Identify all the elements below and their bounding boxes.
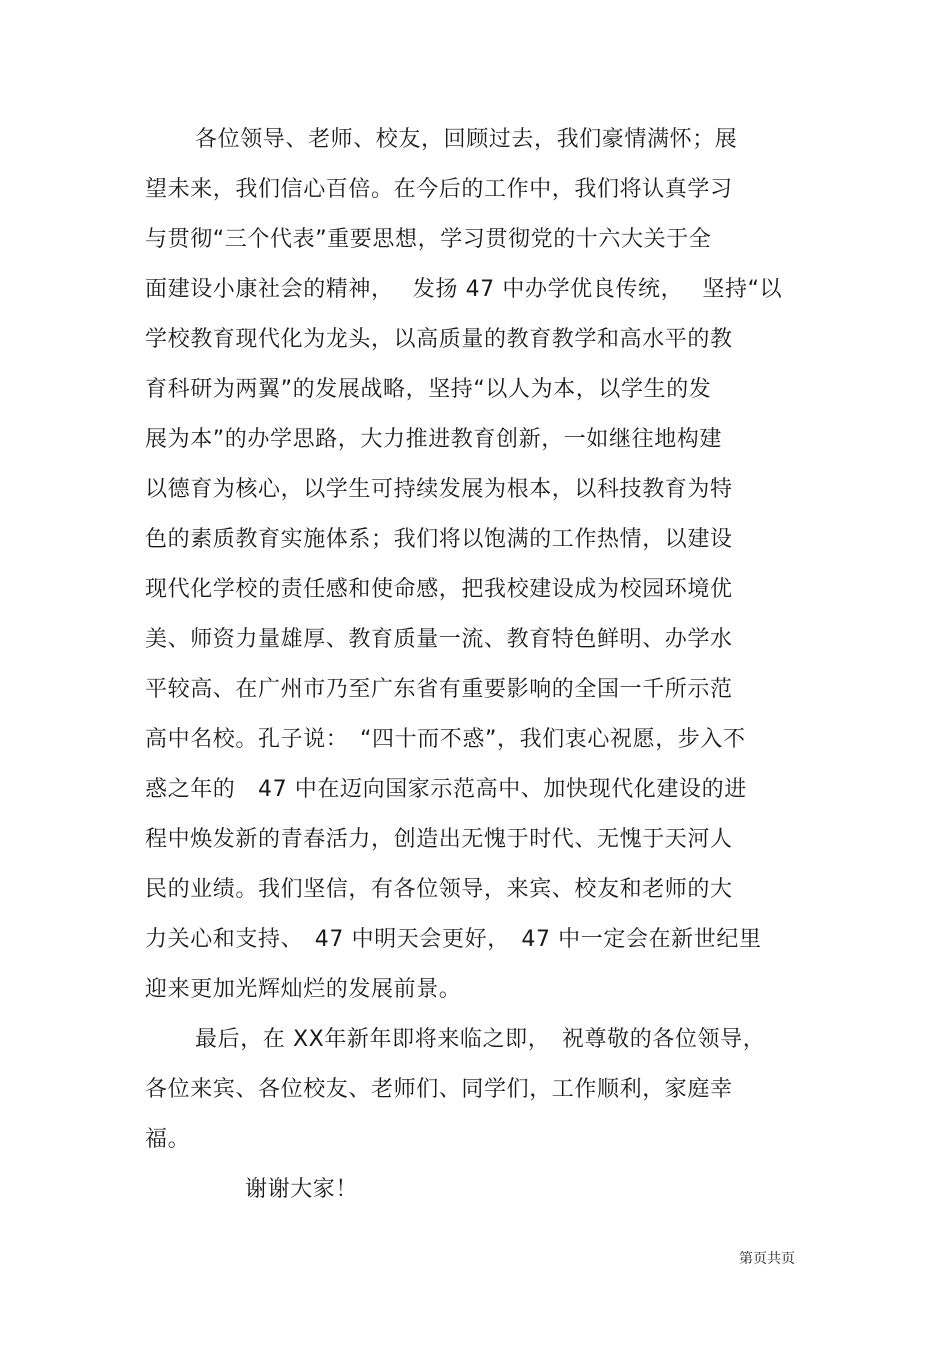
text-line: 各位领导、老师、校友，回顾过去，我们豪情满怀；展: [195, 127, 738, 152]
text-line: 福。: [145, 1127, 191, 1152]
text-line: 面建设小康社会的精神， 发扬 47 中办学优良传统， 坚持“以: [145, 277, 783, 302]
text-line: 以德育为核心，以学生可持续发展为根本，以科技教育为特: [145, 477, 733, 502]
text-line: 民的业绩。我们坚信，有各位领导，来宾、校友和老师的大: [145, 877, 733, 902]
text-line: 与贯彻“三个代表”重要思想，学习贯彻党的十六大关于全: [145, 227, 712, 252]
text-line: 惑之年的 47 中在迈向国家示范高中、加快现代化建设的进: [145, 777, 747, 802]
text-line: 最后，在 XX年新年即将来临之即， 祝尊敬的各位领导，: [195, 1027, 766, 1052]
text-line: 美、师资力量雄厚、教育质量一流、教育特色鲜明、办学水: [145, 627, 733, 652]
text-line: 色的素质教育实施体系；我们将以饱满的工作热情，以建设: [145, 527, 733, 552]
text-line: 现代化学校的责任感和使命感，把我校建设成为校园环境优: [145, 577, 733, 602]
text-line: 展为本”的办学思路，大力推进教育创新，一如继往地构建: [145, 427, 722, 452]
text-line: 力关心和支持、 47 中明天会更好， 47 中一定会在新世纪里: [145, 927, 762, 952]
text-line: 高中名校。孔子说： “四十而不惑”，我们衷心祝愿，步入不: [145, 727, 746, 752]
text-line: 平较高、在广州市乃至广东省有重要影响的全国一千所示范: [145, 677, 733, 702]
page-number-footer: 第页共页: [739, 1251, 795, 1267]
closing-line: 谢谢大家！: [245, 1177, 359, 1202]
text-line: 育科研为两翼”的发展战略，坚持“以人为本，以学生的发: [145, 377, 712, 402]
text-line: 各位来宾、各位校友、老师们、同学们，工作顺利，家庭幸: [145, 1077, 733, 1102]
text-line: 程中焕发新的青春活力，创造出无愧于时代、无愧于天河人: [145, 827, 733, 852]
text-line: 学校教育现代化为龙头，以高质量的教育教学和高水平的教: [145, 327, 733, 352]
text-line: 迎来更加光辉灿烂的发展前景。: [145, 977, 462, 1002]
text-line: 望未来，我们信心百倍。在今后的工作中，我们将认真学习: [145, 177, 733, 202]
